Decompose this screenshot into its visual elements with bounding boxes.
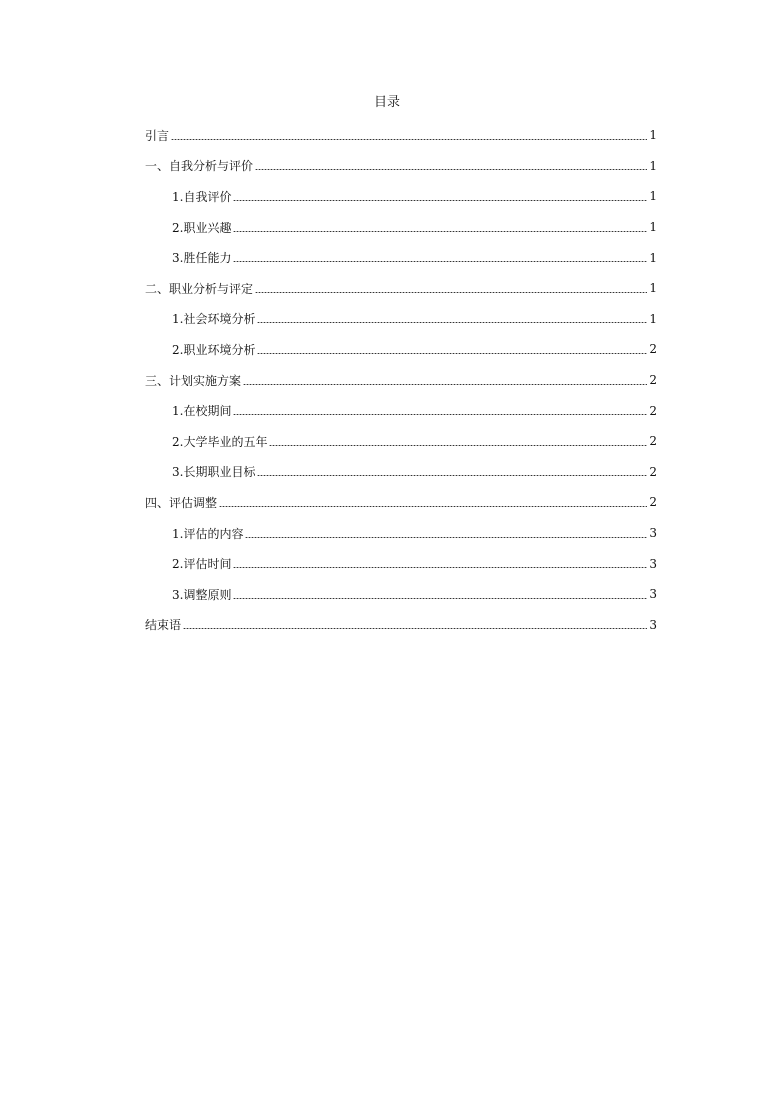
toc-dot-leader <box>219 506 647 507</box>
toc-page-number: 1 <box>649 311 657 326</box>
toc-page-number: 3 <box>649 587 657 602</box>
toc-entry-label: 二、职业分析与评定 <box>145 281 254 296</box>
toc-page-number: 3 <box>649 617 657 632</box>
toc-entry-self-analysis[interactable] <box>145 151 657 182</box>
toc-page-number: 2 <box>649 434 657 449</box>
toc-dot-leader <box>233 261 647 262</box>
toc-dot-leader <box>243 384 647 385</box>
toc-page-number: 3 <box>649 556 657 571</box>
toc-page-number: 2 <box>649 495 657 510</box>
toc-entry-label: 引言 <box>145 128 170 143</box>
toc-entry-label: 3.胜任能力 <box>172 251 232 266</box>
toc-entry-label: 2.大学毕业的五年 <box>172 434 268 449</box>
toc-page-number: 1 <box>649 128 657 143</box>
toc-dot-leader <box>255 169 647 170</box>
toc-page-number: 2 <box>649 403 657 418</box>
toc-entry-adjustment-principles[interactable] <box>145 579 657 610</box>
toc-entry-label: 3.长期职业目标 <box>172 465 256 480</box>
toc-entry-career-environment[interactable] <box>145 334 657 365</box>
toc-dot-leader <box>257 322 647 323</box>
toc-dot-leader <box>233 200 647 201</box>
toc-page-number: 2 <box>649 373 657 388</box>
toc-page-number: 1 <box>649 189 657 204</box>
toc-entry-label: 1.评估的内容 <box>172 526 244 541</box>
toc-entry-label: 结束语 <box>145 618 182 633</box>
toc-entry-label: 四、评估调整 <box>145 495 218 510</box>
toc-entry-implementation-plan[interactable] <box>145 365 657 396</box>
toc-page-number: 2 <box>649 342 657 357</box>
toc-dot-leader <box>233 414 647 415</box>
toc-entry-evaluation-content[interactable] <box>145 518 657 549</box>
toc-dot-leader <box>233 598 647 599</box>
toc-entry-evaluation-adjustment[interactable] <box>145 487 657 518</box>
toc-entry-label: 3.调整原则 <box>172 587 232 602</box>
toc-entry-competence[interactable] <box>145 242 657 273</box>
toc-entry-label: 一、自我分析与评价 <box>145 159 254 174</box>
toc-list <box>145 120 657 640</box>
toc-entry-conclusion[interactable] <box>145 610 657 641</box>
toc-page-number: 3 <box>649 526 657 541</box>
toc-entry-introduction[interactable] <box>145 120 657 151</box>
toc-page-number: 1 <box>649 158 657 173</box>
toc-entry-career-interest[interactable] <box>145 212 657 243</box>
toc-dot-leader <box>183 628 647 629</box>
toc-entry-five-years-after-graduation[interactable] <box>145 426 657 457</box>
toc-entry-label: 1.自我评价 <box>172 189 232 204</box>
toc-entry-label: 2.职业兴趣 <box>172 220 232 235</box>
toc-entry-long-term-goal[interactable] <box>145 457 657 488</box>
toc-page-number: 1 <box>649 220 657 235</box>
toc-dot-leader <box>233 567 647 568</box>
toc-dot-leader <box>257 353 647 354</box>
toc-dot-leader <box>269 445 647 446</box>
toc-dot-leader <box>245 537 647 538</box>
toc-entry-at-school[interactable] <box>145 395 657 426</box>
toc-entry-evaluation-time[interactable] <box>145 548 657 579</box>
toc-dot-leader <box>255 292 647 293</box>
toc-entry-self-evaluation[interactable] <box>145 181 657 212</box>
toc-page-number: 1 <box>649 281 657 296</box>
toc-page-number: 2 <box>649 464 657 479</box>
toc-dot-leader <box>171 139 647 140</box>
toc-entry-label: 2.评估时间 <box>172 557 232 572</box>
toc-entry-label: 三、计划实施方案 <box>145 373 242 388</box>
toc-entry-career-analysis[interactable] <box>145 273 657 304</box>
toc-entry-social-environment[interactable] <box>145 304 657 335</box>
toc-title: 目录 <box>373 95 400 110</box>
toc-entry-label: 2.职业环境分析 <box>172 342 256 357</box>
toc-page-number: 1 <box>649 250 657 265</box>
toc-entry-label: 1.社会环境分析 <box>172 312 256 327</box>
toc-dot-leader <box>233 231 647 232</box>
toc-dot-leader <box>257 475 647 476</box>
toc-entry-label: 1.在校期间 <box>172 404 232 419</box>
